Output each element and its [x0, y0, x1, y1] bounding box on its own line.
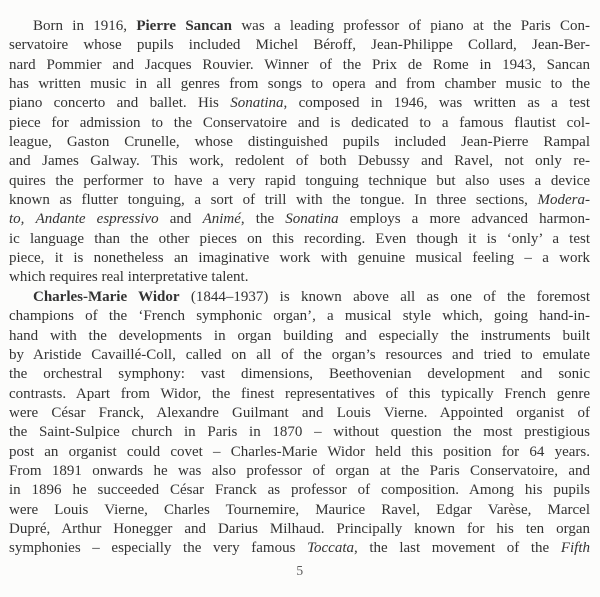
text-segment: has written music in all genres from songs to opera and from chamber music to the [9, 76, 590, 93]
text-segment: nard Pommier and Jacques Rouvier. Winner of the Prix de Rome in 1943, Sancan [9, 56, 590, 73]
text-segment: Dupré, Arthur Honegger and Darius Milhaud. Principally known for his ten organ [9, 520, 590, 537]
text-segment: the Saint-Sulpice church in Paris in 1870 – without question the most prestigious [9, 424, 590, 441]
text-segment: , composed in 1946, was written as a test [283, 95, 590, 112]
text-segment: which requires real interpretative talent. [9, 269, 249, 286]
text-line [9, 423, 590, 442]
text-line [9, 230, 590, 249]
text-line [9, 404, 590, 423]
text-line [9, 481, 590, 500]
paragraph-widor [9, 288, 590, 559]
text-line [9, 75, 590, 94]
text-segment: and [158, 211, 203, 228]
text-line [9, 539, 590, 558]
text-segment: , the last movement of the [354, 540, 561, 557]
text-segment: hand with the developments in organ building and especially the instruments built [9, 327, 590, 344]
text-segment: piano concerto and ballet. His [9, 95, 231, 112]
text-segment: were César Franck, Alexandre Guilmant and Louis Vierne. Appointed organist of [9, 404, 590, 421]
text-line [9, 385, 590, 404]
text-segment: Pierre Sancan [136, 18, 233, 34]
text-segment: the orchestral symphony: vast dimensions, Beethovenian development and sonic [9, 366, 590, 383]
text-segment: piece, it is nonetheless an imaginative work with genuine musical feeling – a work [9, 250, 590, 267]
text-segment: league, Gaston Crunelle, whose distinguished pupils included Jean-Pierre Rampal [9, 134, 590, 151]
text-line [9, 191, 590, 210]
text-line [9, 36, 590, 55]
text-segment: Born in 1916, [33, 18, 137, 34]
text-segment: by Aristide Cavaillé-Coll, called on all of the organ’s resources and tried to emulate [9, 346, 590, 363]
text-segment: ic language than the other pieces on this recording. Even though it is ‘only’ a test [9, 230, 590, 247]
text-line [9, 288, 590, 307]
text-line [9, 327, 590, 346]
text-segment: From 1891 onwards he was also professor of organ at the Paris Conservatoire, and [9, 462, 590, 479]
text-line [9, 152, 590, 171]
text-segment: to, [9, 211, 25, 228]
text-segment: quires the performer to have a very rapid tonguing technique but also uses a device [9, 172, 590, 189]
text-segment: Toccata [307, 540, 355, 557]
text-segment: contrasts. Apart from Widor, the finest representatives of this typically French genre [9, 385, 590, 402]
page-number: 5 [296, 562, 304, 578]
text-segment [24, 211, 35, 227]
text-segment: symphonies – especially the very famous [9, 540, 308, 557]
text-segment: Charles-Marie Widor [33, 288, 180, 305]
text-line [9, 462, 590, 481]
text-line [9, 94, 590, 113]
text-line [9, 133, 590, 152]
text-line [9, 307, 590, 326]
text-line [9, 114, 590, 133]
text-line [9, 443, 590, 462]
text-line [9, 268, 590, 287]
text-segment: Fifth [560, 540, 590, 557]
text-segment: and James Galway. This work, redolent of both Debussy and Ravel, not only re- [9, 153, 590, 170]
paragraph-sancan [9, 17, 590, 288]
text-segment: Animé [202, 211, 241, 228]
text-segment: employs a more advanced harmon- [338, 211, 590, 228]
text-line [9, 501, 590, 520]
text-segment: piece for admission to the Conservatoire and is dedicated to a famous flautist col- [9, 114, 590, 131]
text-line [9, 346, 590, 365]
text-segment: Modera- [537, 192, 590, 209]
text-segment: Andante espressivo [35, 211, 159, 228]
text-segment: Sonatina [285, 211, 339, 228]
text-line [9, 365, 590, 384]
text-segment: was a leading professor of piano at the Paris Con- [232, 18, 590, 34]
text-line [9, 172, 590, 191]
text-segment: Sonatina [230, 95, 284, 112]
text-segment: (1844–1937) is known above all as one of the foremost [179, 288, 590, 305]
text-segment: in 1896 he succeeded César Franck as professor of composition. Among his pupils [9, 482, 590, 499]
text-line [9, 520, 590, 539]
text-line [9, 56, 590, 75]
text-segment: , the [240, 211, 286, 228]
text-segment: were Louis Vierne, Charles Tournemire, Maurice Ravel, Edgar Varèse, Marcel [9, 501, 590, 518]
text-segment: servatoire whose pupils included Michel Béroff, Jean-Philippe Collard, Jean-Ber- [9, 37, 590, 54]
text-line [9, 17, 590, 36]
text-line [9, 210, 590, 229]
text-segment: post an organist could covet – Charles-Marie Widor held this position for 64 years. [9, 443, 590, 460]
text-segment: known as flutter tonguing, a sort of trill with the tongue. In three sections, [9, 192, 538, 209]
text-segment: champions of the ‘French symphonic organ’, a musical style which, going hand-in- [9, 308, 590, 325]
text-line [9, 249, 590, 268]
